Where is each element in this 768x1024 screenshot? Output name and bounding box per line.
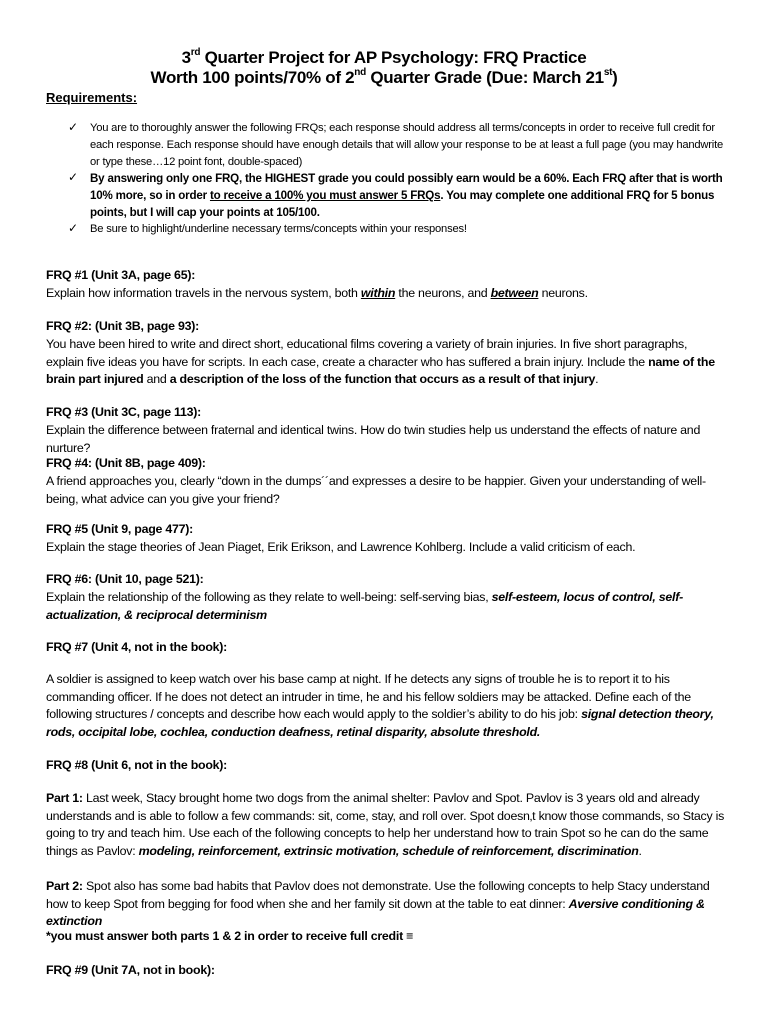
document-title-line2: Worth 100 points/70% of 2nd Quarter Grade (Due: March 21st): [150, 67, 618, 87]
requirement-item-2: By answering only one FRQ, the HIGHEST grade you could possibly earn would be a 60%. Each FRQ after that is worth 10% more, so in order to receive a 100% you must answer 5 FRQs. You may complete one additional FRQ for 5 bonus points, but I will cap your points at 105/100.: [90, 172, 723, 219]
frq8-part1: Part 1: Last week, Stacy brought home two dogs from the animal shelter: Pavlov and Spot. Pavlov is 3 years old and already understands and is able to follow a few commands: sit, come, stay, and roll over. Spot doesn‚t know those commands, so Stacy is going to try and teach him. Use each of the following concepts to help her understand how to train Spot so he can do the same things as Pavlov: modeling, reinforcement, extrinsic motivation, schedule of reinforcement, discrimination.: [46, 791, 725, 858]
frq3-text: Explain the difference between fraternal and identical twins. How do twin studies help us understand the effects of nature and nurture?: [46, 423, 701, 455]
frq2-heading: FRQ #2: (Unit 3B, page 93):: [46, 319, 199, 333]
frq7-heading: FRQ #7 (Unit 4, not in the book):: [46, 640, 228, 654]
frq7-text: A soldier is assigned to keep watch over his base camp at night. If he detects any signs of trouble he is to report it to his commanding officer. If he does not detect an intruder in time, he and his fellow soldiers may be attacked. Define each of the following structures / concepts and describe how each would apply to the soldier’s ability to do his job: signal detection theory, rods, occipital lobe, cochlea, conduction deafness, retinal disparity, absolute threshold.: [46, 672, 714, 739]
frq9-heading: FRQ #9 (Unit 7A, not in book):: [46, 963, 215, 977]
frq4-text: A friend approaches you, clearly “down in the dumps´´and expresses a desire to be happier. Given your understanding of well-being, what advice can you give your friend?: [46, 474, 706, 506]
document-title-line1: 3rd Quarter Project for AP Psychology: FRQ Practice: [181, 47, 587, 67]
frq5-text: Explain the stage theories of Jean Piaget, Erik Erikson, and Lawrence Kohlberg. Include a valid criticism of each.: [46, 540, 636, 554]
frq2-text: You have been hired to write and direct short, educational films covering a variety of brain injuries. In five short paragraphs, explain five ideas you have for scripts. In each case, create a character who has suffered a brain injury. Include the name of the brain part injured and a description of the loss of the function that occurs as a result of that injury.: [46, 337, 715, 387]
frq3-heading: FRQ #3 (Unit 3C, page 113):: [46, 405, 202, 419]
requirement-item-3: Be sure to highlight/underline necessary terms/concepts within your responses!: [90, 223, 467, 235]
checkmark-icon: ✓: [68, 170, 79, 184]
requirements-heading: Requirements:: [46, 90, 138, 105]
checkmark-icon: ✓: [68, 221, 79, 235]
frq1-text: Explain how information travels in the nervous system, both within the neurons, and between neurons.: [46, 286, 588, 300]
frq6-text: Explain the relationship of the following as they relate to well-being: self-serving bias, self-esteem, locus of control, self-actualization, & reciprocal determinism: [46, 590, 683, 622]
frq6-heading: FRQ #6: (Unit 10, page 521):: [46, 572, 204, 586]
requirement-item-1: You are to thoroughly answer the following FRQs; each response should address all terms/concepts in order to receive full credit for each response. Each response should have enough details that will allow your response to be at least a full page (you may handwrite or type these…12 point font, double-spaced): [90, 122, 724, 168]
frq8-heading: FRQ #8 (Unit 6, not in the book):: [46, 758, 228, 772]
frq5-heading: FRQ #5 (Unit 9, page 477):: [46, 522, 194, 536]
frq1-heading: FRQ #1 (Unit 3A, page 65):: [46, 268, 196, 282]
frq8-credit-note: *you must answer both parts 1 & 2 in order to receive full credit ≡: [46, 929, 414, 943]
frq8-part2: Part 2: Spot also has some bad habits that Pavlov does not demonstrate. Use the following concepts to help Stacy understand how to keep Spot from begging for food when she and her family sit down at the table to eat dinner: Aversive conditioning & extinction: [46, 879, 710, 929]
checkmark-icon: ✓: [68, 120, 79, 134]
frq4-heading: FRQ #4: (Unit 8B, page 409):: [46, 456, 206, 470]
